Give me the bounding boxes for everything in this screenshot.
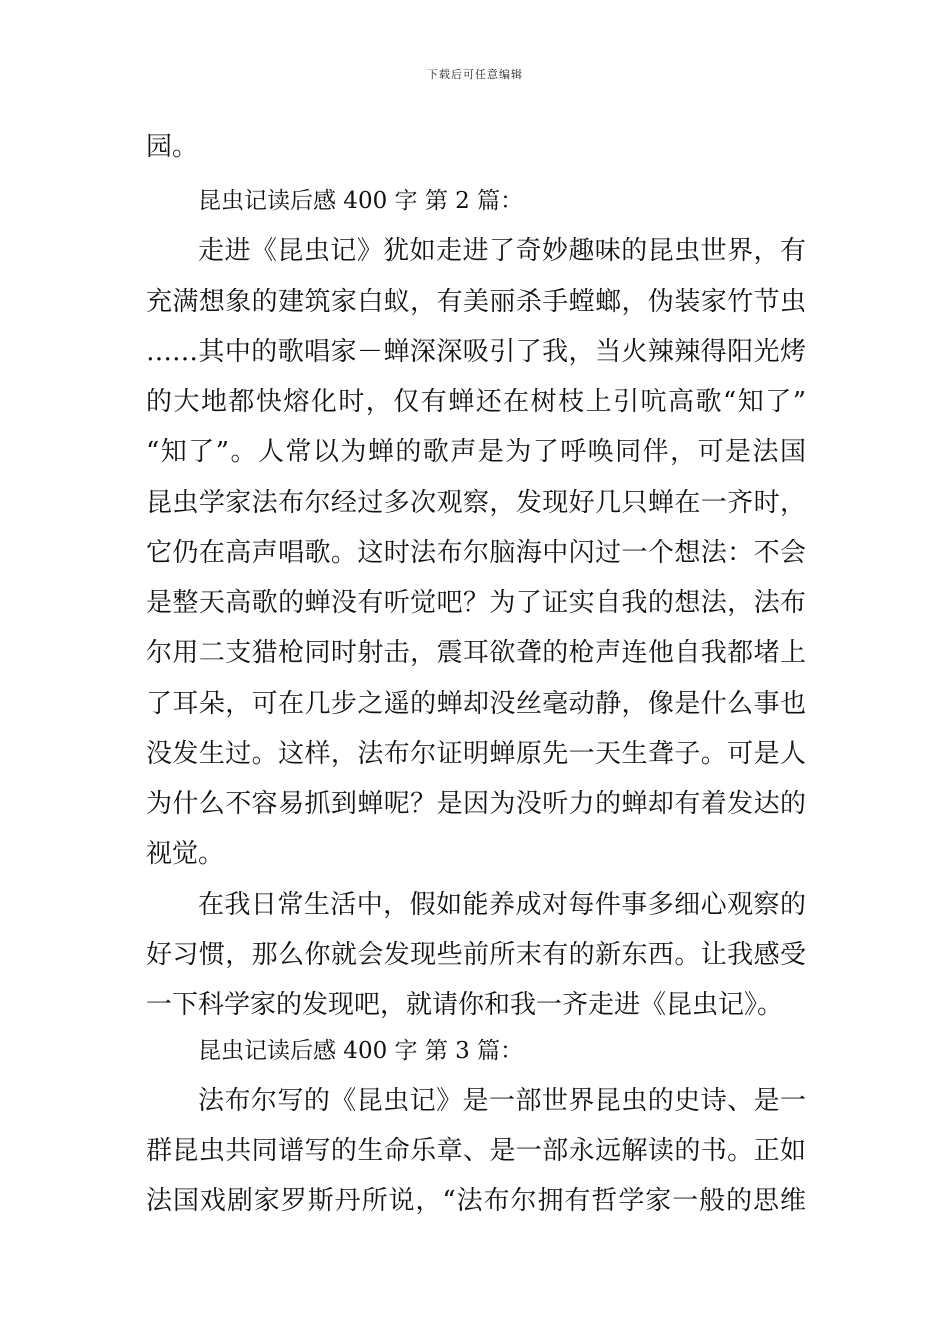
- text-line: 为什么不容易抓到蝉呢？是因为没听力的蝉却有着发达的: [146, 789, 806, 819]
- section-heading: 昆虫记读后感 400 字 第 2 篇：: [198, 188, 524, 214]
- text-line: 视觉。: [146, 839, 225, 869]
- text-line: 好习惯，那么你就会发现些前所末有的新东西。让我感受: [146, 940, 806, 970]
- text-line: 了耳朵，可在几步之遥的蝉却没丝毫动静，像是什么事也: [146, 689, 806, 719]
- text-line: 没发生过。这样，法布尔证明蝉原先一天生聋子。可是人: [146, 739, 806, 769]
- text-line: ……其中的歌唱家－蝉深深吸引了我，当火辣辣得阳光烤: [146, 337, 806, 367]
- text-line: 园。: [146, 132, 199, 162]
- section-heading: 昆虫记读后感 400 字 第 3 篇：: [198, 1038, 524, 1064]
- text-line: 昆虫学家法布尔经过多次观察，发现好几只蝉在一齐时，: [146, 488, 806, 518]
- text-line: 充满想象的建筑家白蚁，有美丽杀手螳螂，伪装家竹节虫: [146, 287, 806, 317]
- text-line: 群昆虫共同谱写的生命乐章、是一部永远解读的书。正如: [146, 1136, 806, 1166]
- text-line: 一下科学家的发现吧，就请你和我一齐走进《昆虫记》。: [146, 990, 784, 1020]
- text-line: 的大地都快熔化时，仅有蝉还在树枝上引吭高歌“知了”: [146, 387, 806, 417]
- page-header-note: 下载后可任意编辑: [427, 68, 523, 81]
- text-line: 是整天高歌的蝉没有听觉吧？为了证实自我的想法，法布: [146, 588, 806, 618]
- text-line: 尔用二支猎枪同时射击，震耳欲聋的枪声连他自我都堵上: [146, 638, 806, 668]
- paragraph-first-line: 走进《昆虫记》犹如走进了奇妙趣味的昆虫世界，有: [198, 236, 806, 266]
- paragraph-first-line: 法布尔写的《昆虫记》是一部世界昆虫的史诗、是一: [198, 1086, 806, 1116]
- text-line: 它仍在高声唱歌。这时法布尔脑海中闪过一个想法：不会: [146, 538, 806, 568]
- paragraph-first-line: 在我日常生活中，假如能养成对每件事多细心观察的: [198, 890, 806, 920]
- text-line: “知了”。人常以为蝉的歌声是为了呼唤同伴，可是法国: [146, 437, 806, 467]
- text-line: 法国戏剧家罗斯丹所说，“法布尔拥有哲学家一般的思维: [146, 1186, 806, 1216]
